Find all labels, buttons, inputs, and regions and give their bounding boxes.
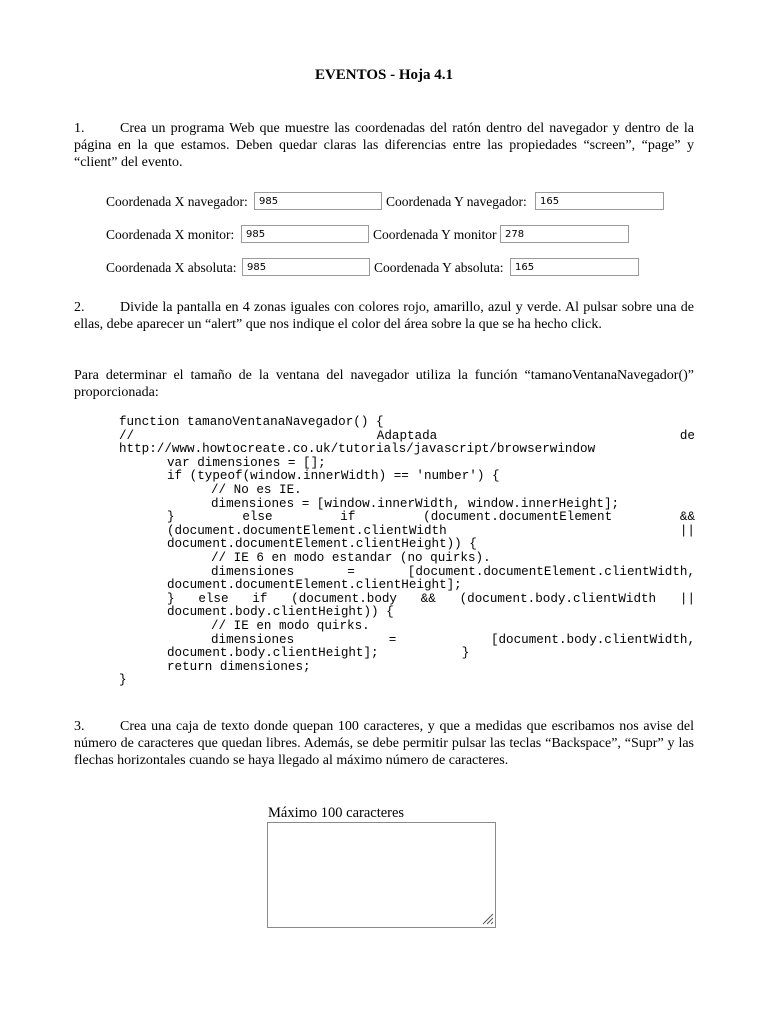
code-line: document.documentElement.clientHeight]; [167,578,462,593]
exercise-3-text [74,718,694,769]
label-y-absoluta: Coordenada Y absoluta: [374,260,504,275]
code-line: document.body.clientHeight)) { [167,605,394,620]
code-line: function tamanoVentanaNavegador() { [119,415,384,429]
code-line: http://www.howtocreate.co.uk/tutorials/javascript/browserwindow [119,442,596,457]
exercise-2-number: 2. [74,300,85,315]
y-navegador-input[interactable] [535,192,664,210]
label-y-monitor: Coordenada Y monitor [373,227,497,242]
exercise-3-statement: Crea una caja de texto donde quepan 100 caracteres, y que a medidas que escribamos nos avise del número de caracteres que quedan libres. Además, se debe permitir pulsar las teclas “Backspace”, “Supr” y las flechas horizontales cuando se haya llegado al máximo número de caracteres. [74,719,694,768]
code-line: } else if (document.documentElement && [167,510,695,525]
code-line: } [119,673,127,688]
code-line: var dimensiones = []; [167,455,326,470]
exercise-1-text [74,120,694,171]
y-monitor-input[interactable] [500,225,629,243]
label-x-monitor: Coordenada X monitor: [106,227,235,242]
exercise-2-statement: Divide la pantalla en 4 zonas iguales con colores rojo, amarillo, azul y verde. Al pulsar sobre una de ellas, debe aparecer un “alert” que nos indique el color del área sobre la que se ha hecho click. [74,300,694,332]
label-y-navegador: Coordenada Y navegador: [386,194,527,209]
exercise-1-statement: Crea un programa Web que muestre las coordenadas del ratón dentro del navegador y dentro de la página en la que estamos. Deben quedar claras las diferencias entre las propiedades “screen”, “page” y “client” del evento. [74,121,694,170]
code-line: dimensiones = [window.innerWidth, window.innerHeight]; [211,496,620,511]
x-navegador-input[interactable] [254,192,382,210]
code-line: document.documentElement.clientHeight)) { [167,537,477,552]
code-line: // IE en modo quirks. [211,618,370,633]
x-monitor-input[interactable] [241,225,369,243]
label-x-navegador: Coordenada X navegador: [106,194,248,209]
characters-textarea[interactable] [267,822,496,928]
code-line: // Adaptada de [119,428,695,443]
code-line: document.body.clientHeight]; } [167,646,470,661]
code-line: dimensiones = [document.documentElement.clientWidth, [211,564,695,579]
textarea-caption: Máximo 100 caracteres [268,805,405,821]
exercise-3-number: 3. [74,719,85,734]
y-absoluta-input[interactable] [510,258,639,276]
exercise-2-text [74,299,694,333]
resize-grip-icon[interactable] [481,912,494,925]
code-line: if (typeof(window.innerWidth) == 'number') { [167,469,500,484]
x-absoluta-input[interactable] [242,258,370,276]
code-line: // No es IE. [211,482,302,497]
code-line: // IE 6 en modo estandar (no quirks). [211,550,491,565]
code-line: return dimensiones; [167,659,311,674]
exercise-2-intro: Para determinar el tamaño de la ventana del navegador utiliza la función “tamanoVentanaNavegador()” proporcionada: [74,368,694,400]
exercise-1-number: 1. [74,121,85,136]
code-line: dimensiones = [document.body.clientWidth, [211,632,695,647]
code-block [119,416,695,688]
label-x-absoluta: Coordenada X absoluta: [106,260,237,275]
code-line: } else if (document.body && (document.body.clientWidth || [167,591,695,606]
code-line: (document.documentElement.clientWidth || [167,523,695,538]
page-title: EVENTOS - Hoja 4.1 [314,67,454,83]
